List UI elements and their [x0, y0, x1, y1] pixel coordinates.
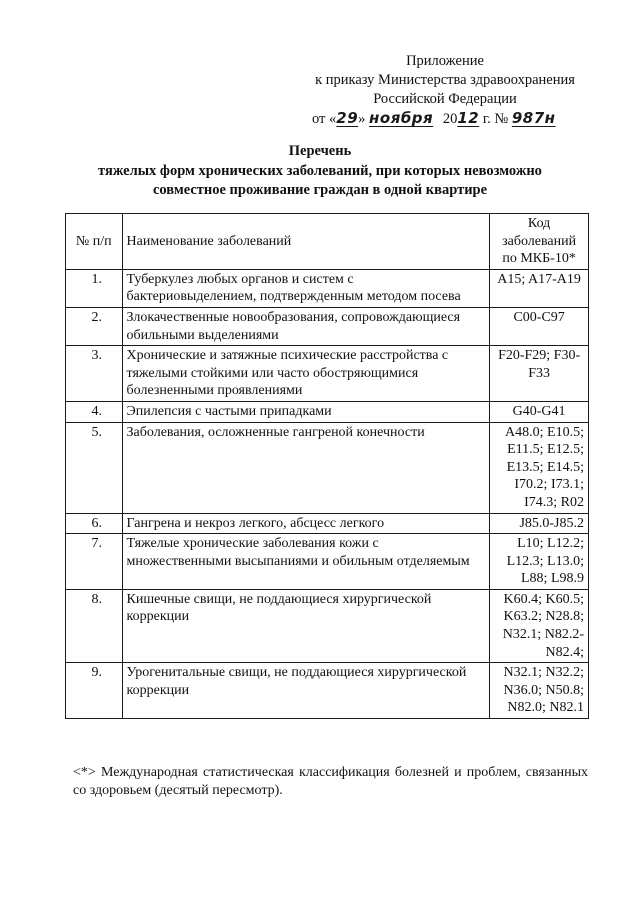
year-prefix: 20	[442, 111, 458, 127]
footnote: <*> Международная статистическая классификация болезней и проблем, связанных со здоровьем (десятый пересмотр).	[73, 765, 588, 798]
row-code: A15; A17-A19	[490, 269, 589, 307]
order-date-line	[300, 109, 590, 129]
table-row	[66, 513, 589, 534]
row-name: Гангрена и некроз легкого, абсцесс легкого	[122, 513, 490, 534]
row-code: J85.0-J85.2	[490, 513, 589, 534]
header-code	[490, 214, 589, 270]
row-num: 7.	[66, 534, 123, 590]
table-row	[66, 422, 589, 513]
table-row	[66, 534, 589, 590]
header-code-line-1: Код	[527, 216, 551, 231]
appendix-header	[300, 52, 590, 129]
table-row	[66, 663, 589, 719]
date-prefix: от «	[312, 111, 337, 127]
table-row	[66, 589, 589, 662]
table-row	[66, 346, 589, 402]
row-code: F20-F29; F30-F33	[490, 346, 589, 402]
row-num: 4.	[66, 401, 123, 422]
row-name: Кишечные свищи, не поддающиеся хирургической коррекции	[122, 589, 490, 662]
row-name: Эпилепсия с частыми припадками	[122, 401, 490, 422]
disease-table	[65, 213, 589, 719]
table-row	[66, 307, 589, 345]
title-line-3: совместное проживание граждан в одной квартире	[152, 182, 488, 198]
order-country: Российской Федерации	[373, 91, 517, 107]
row-num: 3.	[66, 346, 123, 402]
row-code: K60.4; K60.5; K63.2; N28.8; N32.1; N82.2-N82.4;	[490, 589, 589, 662]
row-name: Урогенитальные свищи, не поддающиеся хирургической коррекции	[122, 663, 490, 719]
table-header-row	[66, 214, 589, 270]
row-num: 2.	[66, 307, 123, 345]
table-row	[66, 401, 589, 422]
row-code: A48.0; E10.5; E11.5; E12.5; E13.5; E14.5; I70.2; I73.1; I74.3; R02	[490, 422, 589, 513]
handwritten-year: 12	[457, 109, 480, 127]
header-name: Наименование заболеваний	[122, 214, 490, 270]
date-mid: »	[358, 111, 366, 127]
row-num: 5.	[66, 422, 123, 513]
header-code-line-2: заболеваний	[502, 233, 577, 249]
row-name: Заболевания, осложненные гангреной конечности	[122, 422, 490, 513]
header-num: № п/п	[66, 214, 123, 270]
order-ministry: к приказу Министерства здравоохранения	[315, 72, 575, 88]
row-num: 1.	[66, 269, 123, 307]
row-code: G40-G41	[490, 401, 589, 422]
year-tail: г. №	[479, 111, 509, 127]
header-code-line-3: по МКБ-10*	[502, 251, 576, 267]
row-name: Хронические и затяжные психические расстройства с тяжелыми стойкими или часто обостряющимися болезненными проявлениями	[122, 346, 490, 402]
row-num: 9.	[66, 663, 123, 719]
document-title	[60, 142, 580, 201]
appendix-label: Приложение	[406, 53, 484, 69]
row-code: L10; L12.2; L12.3; L13.0; L88; L98.9	[490, 534, 589, 590]
table-row	[66, 269, 589, 307]
title-line-1: Перечень	[288, 143, 352, 159]
row-code: N32.1; N32.2; N36.0; N50.8; N82.0; N82.1	[490, 663, 589, 719]
row-name: Тяжелые хронические заболевания кожи с множественными высыпаниями и обильным отделяемым	[122, 534, 490, 590]
row-num: 6.	[66, 513, 123, 534]
handwritten-order-number: 987н	[511, 109, 556, 127]
handwritten-month: ноября	[369, 109, 434, 127]
row-num: 8.	[66, 589, 123, 662]
row-code: C00-C97	[490, 307, 589, 345]
row-name: Туберкулез любых органов и систем с бактериовыделением, подтвержденным методом посева	[122, 269, 490, 307]
row-name: Злокачественные новообразования, сопровождающиеся обильными выделениями	[122, 307, 490, 345]
title-line-2: тяжелых форм хронических заболеваний, при которых невозможно	[98, 162, 542, 179]
handwritten-day: 29	[336, 109, 359, 127]
